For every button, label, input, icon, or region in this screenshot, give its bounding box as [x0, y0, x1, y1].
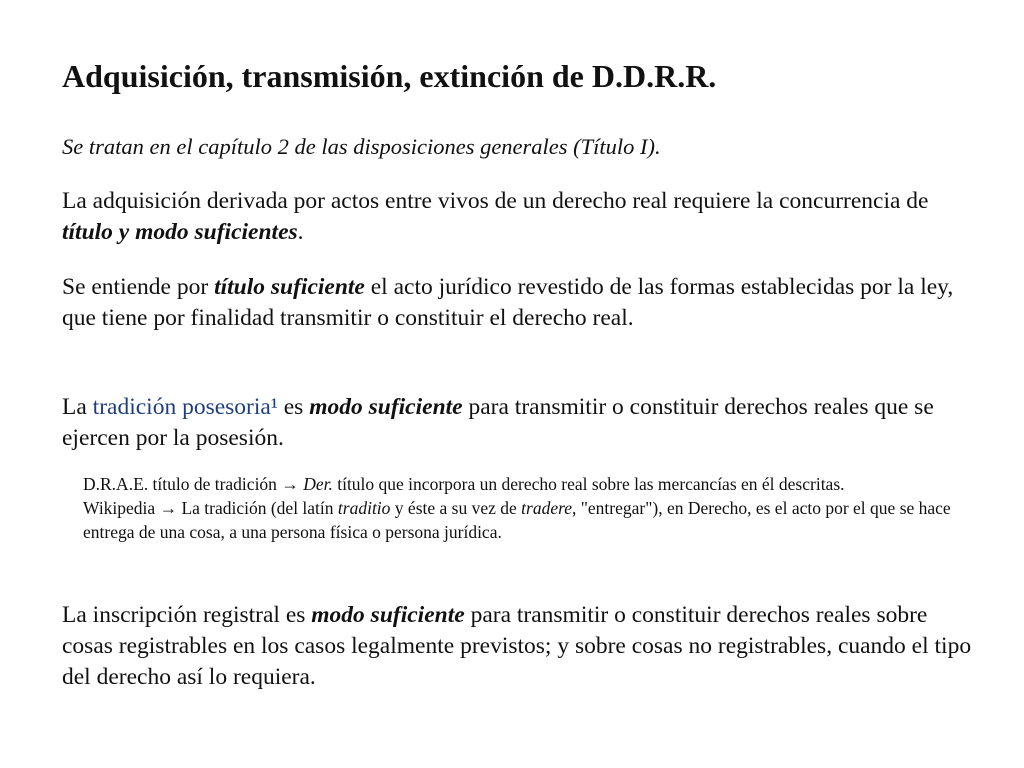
wiki-text: Wikipedia → La tradición (del latín [83, 498, 338, 518]
paragraph-inscripcion [62, 600, 977, 693]
paragraph-acquisition [62, 186, 977, 248]
drae-text: D.R.A.E. título de tradición → [83, 474, 304, 494]
drae-note [83, 472, 968, 496]
p1-emphasis: título y modo suficientes [62, 219, 298, 245]
slide-subtitle: Se tratan en el capítulo 2 de las disposiciones generales (Título I). [62, 134, 661, 159]
p2-end: el acto jurídico revestido de las formas establecidas por la ley, que tiene por finalidad transmitir o constituir el derecho real. [62, 274, 954, 331]
wikipedia-note [83, 496, 968, 544]
wiki-traditio: traditio [337, 498, 391, 518]
p3-end: para transmitir o constituir derechos reales que se ejercen por la posesión. [62, 394, 934, 451]
p3-text: La [62, 394, 93, 420]
p5-emphasis: modo suficiente [311, 602, 465, 628]
wiki-text-2: y éste a su vez de [390, 498, 522, 518]
paragraph-titulo-suficiente [62, 272, 977, 334]
footnotes [83, 472, 968, 544]
p1-text: La adquisición derivada por actos entre vivos de un derecho real requiere la concurrencia de [62, 188, 929, 214]
slide-title: Adquisición, transmisión, extinción de D.D.R.R. [62, 58, 717, 94]
p5-text: La inscripción registral es [62, 602, 312, 628]
p3-text-2: es [277, 394, 310, 420]
tradicion-posesoria-link[interactable]: tradición posesoria¹ [92, 394, 278, 420]
wiki-tradere: tradere [521, 498, 573, 518]
drae-def: título que incorpora un derecho real sobre las mercancías en él descritas. [332, 474, 845, 494]
p2-text: Se entiende por [62, 274, 215, 300]
p3-emphasis: modo suficiente [309, 394, 463, 420]
p1-end: . [297, 219, 304, 245]
drae-abbrev: Der. [303, 474, 333, 494]
paragraph-tradicion [62, 392, 977, 454]
p5-end: para transmitir o constituir derechos reales sobre cosas registrables en los casos legalmente previstos; y sobre cosas no registrables, cuando el tipo del derecho así lo requiera. [62, 602, 972, 690]
p2-emphasis: título suficiente [214, 274, 365, 300]
wiki-def: , "entregar"), en Derecho, es el acto por el que se hace entrega de una cosa, a una persona física o persona jurídica. [83, 498, 951, 542]
